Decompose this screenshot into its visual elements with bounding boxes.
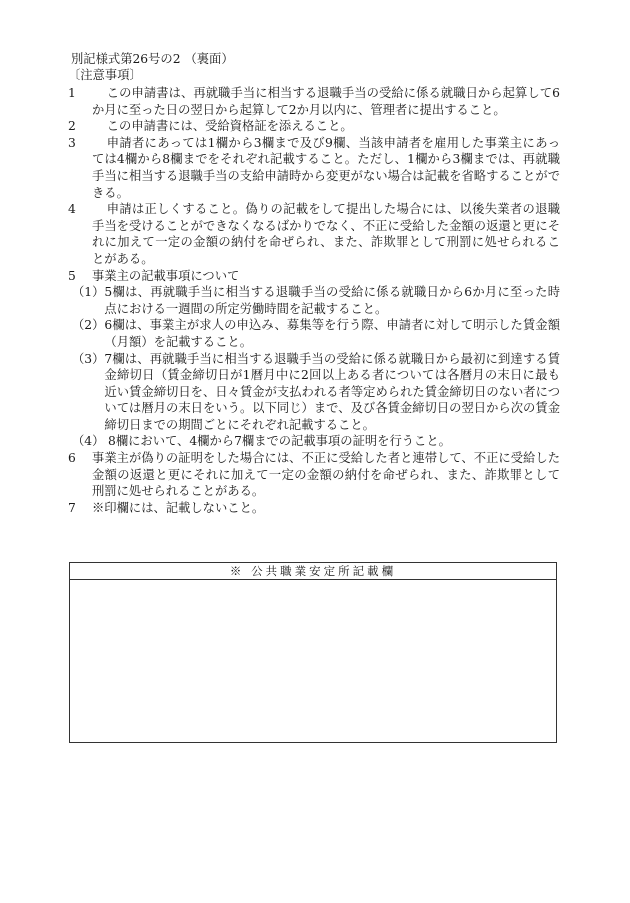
public-employment-office-box <box>69 562 557 743</box>
notes-heading: 〔注意事項〕 <box>68 68 142 82</box>
note-text: この申請書には、受給資格証を添えること。 <box>106 119 353 134</box>
note-item-3 <box>68 135 560 201</box>
sub-note-number: （2） <box>72 318 105 333</box>
sub-note-number: （3） <box>72 351 105 366</box>
note-number: 1 <box>68 86 76 100</box>
sub-note-number: （1） <box>72 285 105 300</box>
note-number: 6 <box>68 451 76 466</box>
sub-note-text: 5欄は、再就職手当に相当する退職手当の受給に係る就職日から6か月に至った時点における一週間の所定労働時間を記載すること。 <box>104 285 560 316</box>
note-item-7 <box>68 500 560 517</box>
form-title: 別記様式第26号の2 （裏面） <box>71 52 234 66</box>
note-text: この申請書は、再就職手当に相当する退職手当の受給に係る就職日から起算して6か月に至った日の翌日から起算して2か月以内に、管理者に提出すること。 <box>92 86 560 117</box>
sub-note-text: 6欄は、事業主が求人の申込み、募集等を行う際、申請者に対して明示した賃金額（月額）を記載すること。 <box>104 318 560 349</box>
note-item-5 <box>68 268 560 285</box>
sub-note-item-2 <box>72 317 560 350</box>
note-text: 事業主が偽りの証明をした場合には、不正に受給した者と連帯して、不正に受給した金額の返還と更にそれに加えて一定の金額の納付を命ぜられ、また、詐欺罪として刑罰に処せられることがある。 <box>92 451 560 499</box>
sub-note-text: 8欄において、4欄から7欄までの記載事項の証明を行うこと。 <box>108 434 451 449</box>
note-number: 5 <box>68 268 76 283</box>
office-box-header: ※ 公共職業安定所記載欄 <box>70 563 556 580</box>
note-number: 2 <box>68 119 76 134</box>
note-number: 7 <box>68 500 76 515</box>
sub-note-item-1 <box>72 284 560 317</box>
note-text: 申請者にあっては1欄から3欄まで及び9欄、当該申請者を雇用した事業主にあっては4欄から8欄までをそれぞれ記載すること。ただし、1欄から3欄までは、再就職手当に相当する退職手当の支給申請時から変更がない場合は記載を省略することができる。 <box>92 135 560 200</box>
sub-note-text: 7欄は、再就職手当に相当する退職手当の受給に係る就職日から最初に到達する賃金締切日（賃金締切日が1暦月中に2回以上ある者については各暦月の末日に最も近い賃金締切日を、日々賃金が支払われる者等定められた賃金締切日のない者については暦月の末日をいう。以下同じ）まで、及び各賃金締切日の翌日から次の賃金締切日までの期間ごとにそれぞれ記載すること。 <box>104 351 560 432</box>
notes-list <box>68 85 560 516</box>
sub-note-number: （4） <box>72 434 105 449</box>
note-number: 3 <box>68 135 76 150</box>
note-item-1 <box>68 85 560 118</box>
note-item-2 <box>68 118 560 135</box>
note-item-4 <box>68 201 560 267</box>
note-item-6 <box>68 450 560 500</box>
note-text: 事業主の記載事項について <box>92 268 240 283</box>
note-text: 申請は正しくすること。偽りの記載をして提出した場合には、以後失業者の退職手当を受けることができなくなるばかりでなく、不正に受給した金額の返還と更にそれに加えて一定の金額の納付を命ぜられ、また、詐欺罪として刑罰に処せられることがある。 <box>92 202 560 266</box>
note-text: ※印欄には、記載しないこと。 <box>92 500 265 515</box>
sub-note-item-4 <box>72 433 560 450</box>
note-number: 4 <box>68 202 76 217</box>
sub-note-item-3 <box>72 351 560 434</box>
